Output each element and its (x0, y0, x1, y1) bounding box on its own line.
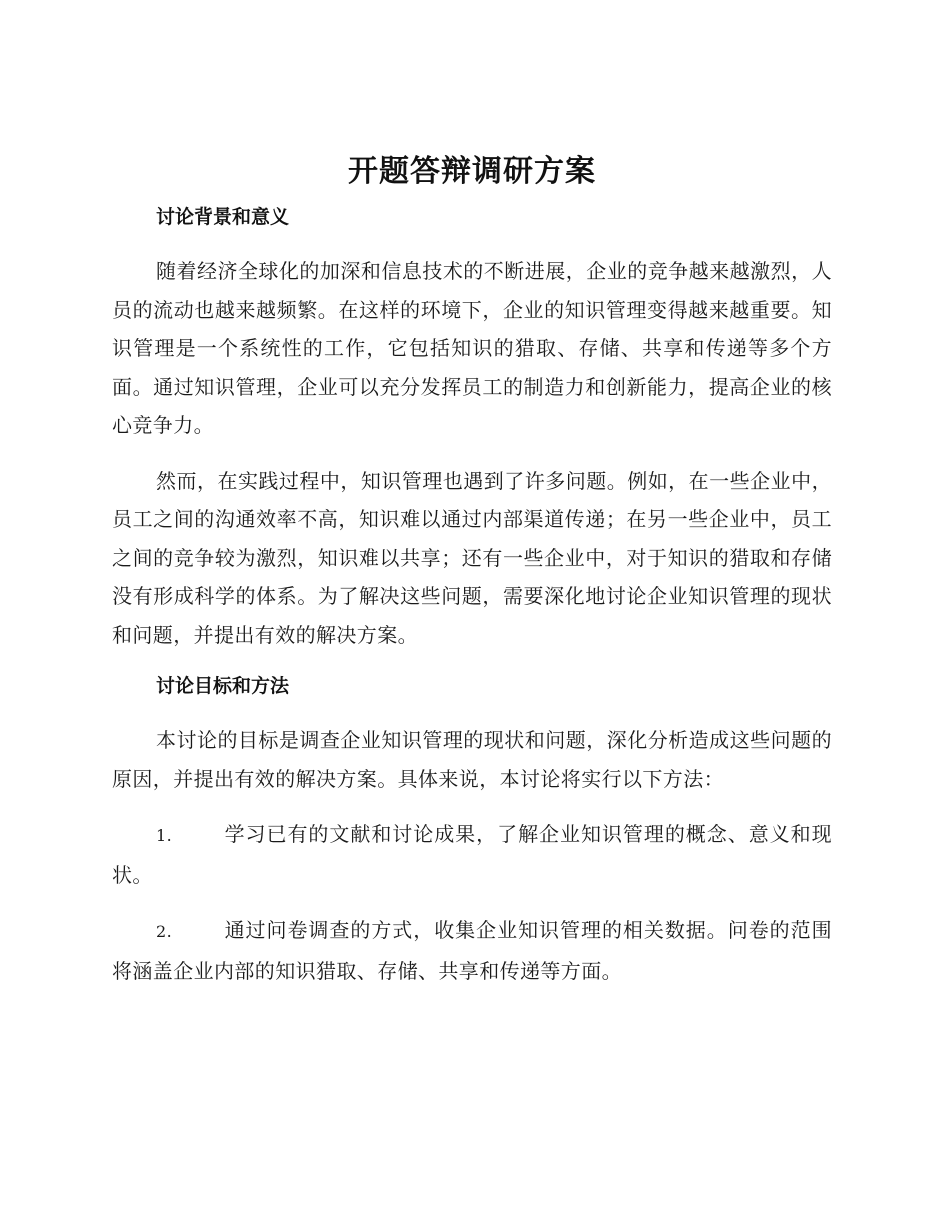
section-heading: 讨论背景和意义 (156, 206, 290, 228)
body-paragraph: 然而，在实践过程中，知识管理也遇到了许多问题。例如，在一些企业中，员工之间的沟通效率不高，知识难以通过内部渠道传递；在另一些企业中，员工之间的竞争较为激烈，知识难以共享；还有一些企业中，对于知识的猎取和存储没有形成科学的体系。为了解决这些问题，需要深化地讨论企业知识管理的现状和问题，并提出有效的解决方案。 (112, 468, 832, 647)
section-goals-methods (112, 671, 832, 990)
list-item (112, 815, 832, 894)
section-heading: 讨论目标和方法 (156, 675, 290, 697)
list-item-text: 学习已有的文献和讨论成果，了解企业知识管理的概念、意义和现状。 (112, 822, 832, 887)
list-item-text: 通过问卷调查的方式，收集企业知识管理的相关数据。问卷的范围将涵盖企业内部的知识猎取、存储、共享和传递等方面。 (112, 918, 832, 983)
body-paragraph: 随着经济全球化的加深和信息技术的不断进展，企业的竞争越来越激烈，人员的流动也越来越频繁。在这样的环境下，企业的知识管理变得越来越重要。知识管理是一个系统性的工作，它包括知识的猎取、存储、共享和传递等多个方面。通过知识管理，企业可以充分发挥员工的制造力和创新能力，提高企业的核心竞争力。 (112, 259, 832, 437)
body-paragraph: 本讨论的目标是调查企业知识管理的现状和问题，深化分析造成这些问题的原因，并提出有效的解决方案。具体来说，本讨论将实行以下方法： (112, 728, 832, 791)
document-title: 开题答辩调研方案 (348, 154, 596, 189)
section-background (112, 202, 832, 654)
list-item-number: 2. (156, 922, 173, 941)
document-page (112, 150, 832, 1007)
list-item-number: 1. (156, 826, 173, 845)
list-item (112, 911, 832, 990)
